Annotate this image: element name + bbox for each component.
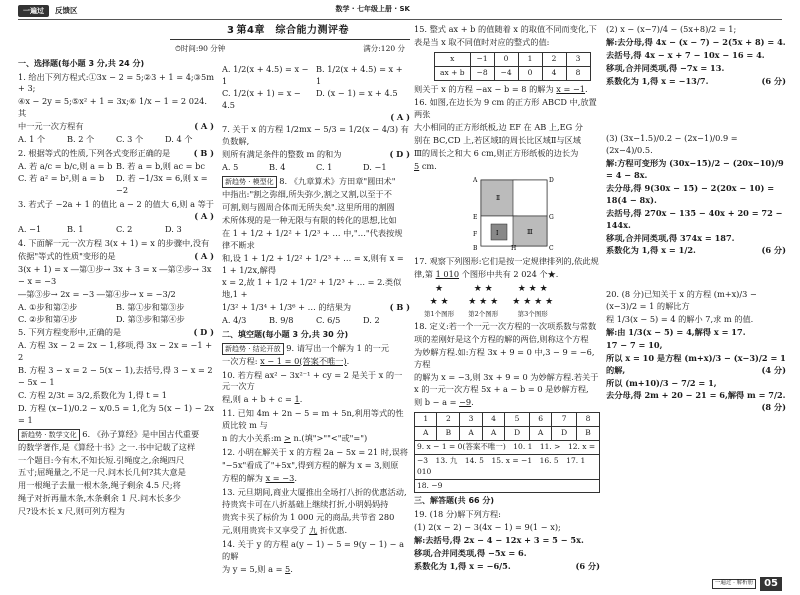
section-title-choice: 一、选择题(每小题 3 分,共 24 分) <box>18 59 145 68</box>
q13-line: 持贵宾卡可在八折基础上继续打折,小明妈妈持 <box>222 499 389 510</box>
q16-line: 16. 如图,在边长为 9 cm 的正方形 ABCD 中,放置两张 <box>414 97 597 120</box>
q15-line <box>414 84 600 96</box>
q9-end: . <box>346 355 350 366</box>
solution-text: 解:由 1/3(x − 5) = 4,解得 x = 17. <box>606 327 746 338</box>
solution-line: 移项,合并同类项,得 −7x = 13. <box>606 62 725 73</box>
solution-text: 去分母,得 2m + 20 − 21 = 6,解得 m = 7/2. <box>606 390 786 401</box>
test-meta <box>175 44 405 55</box>
region-one <box>491 224 507 240</box>
q17-figures <box>424 283 600 319</box>
solution-text: 系数化为 1,得 x = −13/7. <box>606 75 709 86</box>
table-cell: A <box>529 427 551 441</box>
score-mark: (6 分) <box>761 75 786 86</box>
q5-line <box>18 327 214 339</box>
figure-caption: 第3个图形 <box>517 309 548 318</box>
section-title-solve: 三、解答题(共 66 分) <box>414 496 495 506</box>
q9-line <box>222 343 410 355</box>
q2-line <box>18 148 214 160</box>
q10-end: . <box>299 394 303 405</box>
score-mark: (6 分) <box>761 245 786 256</box>
q13-text: 元,则用贵宾卡又享受了 <box>222 525 307 536</box>
star-icon: ★ ★ ★ ★ ★ <box>468 284 499 308</box>
table-cell: D <box>552 427 577 441</box>
q16-line: Ⅲ的周长之和大 6 cm,则正方形纸板的边长为 <box>414 147 579 158</box>
section-tag: 反馈区 <box>55 5 78 15</box>
table-cell: A <box>482 427 504 441</box>
solution-line: 解:去括号,得 2x − 4 − 12x + 3 = 5 − 5x. <box>414 534 584 545</box>
column-2 <box>222 64 410 575</box>
q10-line: 10. 若方程 ax² − 3x²⁻¹ + cy = 2 是关于 x 的一元一次方 <box>222 369 403 392</box>
q6-line: 用一根绳子去量一根木条,绳子剩余 4.5 尺;将 <box>18 480 181 491</box>
option: B. 方程 3 − x = 2 − 5(x − 1),去括号,得 3 − x = 2 − 5x − 1 <box>18 365 213 387</box>
option: C. ②步和第④步 <box>18 313 78 324</box>
test-name: 第4章 综合能力测评卷 <box>236 25 350 36</box>
solution-line: 移项,合并同类项,得 −5x = 6. <box>414 547 527 558</box>
question-3 <box>18 199 214 237</box>
q8-text: 1/3² + 1/3⁴ + 1/3⁶ + … 的结果为 <box>222 302 352 313</box>
table-cell: −8 <box>470 66 494 80</box>
option: D. 2 <box>363 315 380 326</box>
q6-options <box>222 64 410 112</box>
q18-line: 项的差刚好是这个方程的解的两倍,则称这个方程 <box>414 333 589 344</box>
table-cell: 8 <box>576 413 599 427</box>
q8-text: 8. 《九章算术》方田章"圆田术" <box>279 176 396 187</box>
option: D. 第③步和第④步 <box>116 313 185 324</box>
solution-line: 所以 (m+10)/3 − 7/2 = 1, <box>606 377 717 388</box>
table-cell: D <box>505 427 530 441</box>
q8-line: 可割,则与圆周合体而无所失矣".这里所用的割圆 <box>222 202 395 213</box>
book-label: 数学 · 七年级上册 · SK <box>335 5 410 13</box>
option: C. 6/5 <box>316 315 341 326</box>
q9-text: 一次方程: <box>222 355 258 366</box>
table-cell: 0 <box>518 66 542 80</box>
q8-line: x = 2,故 1 + 1/2 + 1/2² + 1/2³ + … = 2.类似地,1 + <box>222 277 402 300</box>
score-mark: (8 分) <box>761 402 786 413</box>
q12-line: 12. 小明在解关于 x 的方程 2a − 5x = 21 时,误将 <box>222 446 408 457</box>
table-row <box>415 440 600 454</box>
solution-text: 所以 x = 10 是方程 (m+x)/3 − (x−3)/2 = 1 的解, <box>606 352 786 375</box>
full-score: 满分:120 分 <box>363 44 405 53</box>
table-row <box>415 427 600 441</box>
q17-line: 17. 观察下列图形:它们是按一定规律排列的,依此规 <box>414 255 599 266</box>
q6-line: 尺?设木长 x 尺,则可列方程为 <box>18 506 125 517</box>
q16-figure <box>469 174 579 250</box>
q12-end: . <box>294 472 297 483</box>
question-13 <box>222 487 410 538</box>
q15-table <box>434 52 591 81</box>
test-number: 3 <box>226 25 234 36</box>
q14-line: 14. 关于 y 的方程 a(y − 1) − 5 = 9(y − 1) − a 的解 <box>222 539 404 562</box>
question-4 <box>18 238 214 325</box>
option: A. 若 a/c = b/c,则 a = b <box>18 160 113 171</box>
q19-part-2: (2) x − (x−7)/4 − (5x+8)/2 = 1; <box>606 24 737 34</box>
option: C. 2 <box>116 224 133 235</box>
q11-line: 11. 已知 4m + 2n − 5 = m + 5n,利用等式的性质比较 m 与 <box>222 408 404 431</box>
q1-options <box>18 134 214 146</box>
question-18 <box>414 321 600 409</box>
table-cell: B <box>437 427 460 441</box>
solution-line: 解:方程可变形为 (30x−15)/2 − (20x−10)/9 = 4 − 8x. <box>606 158 784 181</box>
table-cell: A <box>415 427 437 441</box>
q8-line: 在 1 + 1/2 + 1/2² + 1/2³ + … 中,"…"代表按规律不断求 <box>222 227 403 250</box>
q4-answer: ( A ) <box>194 251 214 262</box>
table-cell: 2 <box>542 52 566 66</box>
option: D. −1 <box>363 162 387 173</box>
q6-line: 五寸;屈绳量之,不足一尺.问木长几何?其大意是 <box>18 467 186 478</box>
option: A. 1 个 <box>18 134 46 145</box>
q13-line: 贵宾卡买了标价为 1 000 元的商品,共节省 280 <box>222 512 395 523</box>
question-12 <box>222 447 410 485</box>
option: D. 若 −1/3x = 6,则 x = −2 <box>116 172 208 195</box>
q18-end: . <box>471 397 474 408</box>
q14-text: 为 y = 5,则 a = <box>222 563 283 574</box>
solution-line: 去分母,得 9(30x − 15) − 2(20x − 10) = 18(4 − 8x). <box>606 183 775 205</box>
spacer <box>606 89 786 133</box>
solution-line: 解:去分母,得 4x − (x − 7) − 2(5x + 8) = 4. <box>606 36 786 47</box>
q12-line <box>222 473 410 485</box>
label-c: C <box>549 244 554 250</box>
question-16 <box>414 97 600 253</box>
option: A. 方程 3x − 2 = 2x − 1,移项,得 3x − 2x = −1 + 2 <box>18 340 213 363</box>
table-cell: 1 <box>518 52 542 66</box>
star-figure-3 <box>512 283 553 319</box>
trend-tag: 新趋势 · 数学文化 <box>18 429 80 441</box>
q16-line: 别在 BC,CD 上,若区域Ⅰ的周长比区域Ⅱ与区域 <box>414 135 581 146</box>
q1-answer: ( A ) <box>194 121 214 132</box>
q16-end: cm. <box>421 160 437 171</box>
q15-end: . <box>585 83 588 94</box>
question-19 <box>414 509 600 572</box>
q1-line: ④x − 2y = 5;⑤x² + 1 = 3x;⑥ 1/x − 1 = 2 024. 其 <box>18 96 207 119</box>
option: C. 3 个 <box>116 134 144 145</box>
table-cell: 2 <box>437 413 460 427</box>
table-cell: 5 <box>505 413 530 427</box>
option: D. 3 <box>165 224 182 235</box>
option: B. 1 <box>67 224 84 235</box>
q20-line: 20. (8 分)已知关于 x 的方程 (m+x)/3 − (x−3)/2 = 1 的解比方 <box>606 289 757 312</box>
option: A. 1/2(x + 4.5) = x − 1 <box>222 64 309 86</box>
option: B. 第①步和第③步 <box>116 301 185 312</box>
table-cell: 4 <box>482 413 504 427</box>
table-cell: A <box>460 427 482 441</box>
label-region-two: Ⅱ <box>496 194 501 202</box>
option: C. 若 a² = b²,则 a = b <box>18 172 105 183</box>
q14-line <box>222 564 410 575</box>
option: A. ①步和第②步 <box>18 301 78 312</box>
score-mark: (4 分) <box>761 364 786 375</box>
trend-tag: 新趋势 · 结论开放 <box>222 343 284 355</box>
q6-text: 6. 《孙子算经》是中国古代重要 <box>82 428 200 439</box>
page-footer <box>712 577 782 592</box>
answer-line: 18. −9 <box>415 479 600 493</box>
header-brand <box>18 4 78 18</box>
q9-text: 9. 请写出一个解为 1 的一元 <box>286 342 390 353</box>
q12-text: 方程的解为 <box>222 472 263 483</box>
label-g: G <box>549 213 554 221</box>
q19-part-3: (3) (3x−1.5)/0.2 − (2x−1)/0.9 = (2x−4)/0.5. <box>606 133 738 156</box>
table-cell: 8 <box>566 66 590 80</box>
q10-answer: 1 <box>294 394 300 405</box>
q18-line: x 的一元一次方程 5x + a − b = 0 是妙解方程, <box>414 384 589 395</box>
q7-answer: ( D ) <box>389 149 410 160</box>
column-3 <box>414 24 600 575</box>
answer-line: −3 13. 九 14. 5 15. x = −1 16. 5 17. 1 010 <box>415 454 600 479</box>
solution-line: 17 − 7 = 10, <box>606 339 663 350</box>
q7-options <box>222 162 410 174</box>
q11-end: n.(填">""<"或"=") <box>293 433 368 444</box>
table-cell: ax + b <box>435 66 471 80</box>
q8-options <box>222 315 410 327</box>
option: A. 4/3 <box>222 315 247 326</box>
solution-line: 移项,合并同类项,得 374x = 187. <box>606 232 735 243</box>
score-mark: (6 分) <box>575 560 600 571</box>
q17-end: 个图形中共有 2 024 个★. <box>461 268 559 279</box>
q11-answer: > <box>283 433 291 444</box>
q14-answer: 5 <box>285 563 291 574</box>
solution-line <box>606 76 786 88</box>
square-board-right <box>513 180 547 216</box>
q2-text: 2. 根据等式的性质,下列各式变形正确的是 <box>18 147 171 158</box>
header-divider <box>18 19 782 20</box>
table-row <box>435 66 591 80</box>
q6-line: 绳子对折再量木条,木条剩余 1 尺.问木长多少 <box>18 493 181 504</box>
q4-text: 依据"等式的性质"变形的是 <box>18 251 116 262</box>
q11-text: n 的大小关系:m <box>222 433 282 444</box>
q10-text: 程,则 a + b + c = <box>222 394 292 405</box>
q11-line <box>222 433 410 445</box>
q4-step: 3(x + 1) = x ―第①步→ 3x + 3 = x ―第②步→ 3x − x = −3 <box>18 263 212 286</box>
solution-line <box>606 390 786 413</box>
table-row <box>415 413 600 427</box>
label-region-three: Ⅲ <box>527 228 533 236</box>
q7-line <box>222 149 410 161</box>
question-15 <box>414 24 600 95</box>
question-2 <box>18 148 214 197</box>
table-cell: −4 <box>494 66 518 80</box>
q5-answer: ( D ) <box>193 327 214 338</box>
q15-text: 则关于 x 的方程 −ax − b = 8 的解为 <box>414 83 554 94</box>
option: B. 2 个 <box>67 134 95 145</box>
table-row <box>435 52 591 66</box>
solution-line: 去括号,得 4x − x + 7 − 10x − 16 = 4. <box>606 49 765 60</box>
q1-line <box>18 121 214 133</box>
q8-line: 和,设 1 + 1/2 + 1/2² + 1/2³ + … = x,则有 x = 1 + 1/2x,解得 <box>222 252 404 275</box>
table-cell: 3 <box>566 52 590 66</box>
q8-line <box>222 302 410 314</box>
page-number: 05 <box>760 577 782 592</box>
brand-logo: 一遍过 <box>18 5 49 17</box>
q6-line: 的数学著作,是《算经十书》之一.书中记载了这样 <box>18 441 196 452</box>
q8-line: 中指出:"割之弥细,所失弥少,割之又割,以至于不 <box>222 189 392 200</box>
label-a: A <box>473 176 478 184</box>
q4-line <box>18 251 214 263</box>
q18-answer: −9 <box>459 397 472 408</box>
q3-text: 3. 若式子 −2a + 1 的值比 a − 2 的值大 6,则 a 等于 <box>18 198 214 209</box>
question-1 <box>18 72 214 146</box>
question-6 <box>18 429 214 518</box>
q5-text: 5. 下列方程变形中,正确的是 <box>18 327 122 338</box>
q16-answer: 5 <box>414 160 420 171</box>
q19-text: 19. (18 分)解下列方程: <box>414 509 501 520</box>
q9-answer: x − 1 = 0(答案不唯一) <box>260 355 347 366</box>
question-10 <box>222 370 410 407</box>
trend-tag: 新趋势 · 模型化 <box>222 176 277 188</box>
solution-line <box>606 245 786 257</box>
answer-grid <box>414 412 600 493</box>
table-cell: 4 <box>542 66 566 80</box>
q13-line <box>222 525 410 537</box>
option: B. 9/8 <box>269 315 294 326</box>
option: B. 1/2(x + 4.5) = x + 1 <box>316 64 403 86</box>
q17-answer: 1 010 <box>435 268 460 279</box>
q8-line: 术所体现的是一种无限与有限的转化的思想,比如 <box>222 214 397 225</box>
q6-line: 一个题目:今有木,不知长短.引绳度之,余绳四尺 <box>18 454 185 465</box>
solution-line <box>414 561 600 573</box>
q18-line <box>414 397 600 409</box>
q14-end: . <box>290 563 293 574</box>
q16-line <box>414 161 600 173</box>
solution-line <box>606 327 786 339</box>
question-11 <box>222 408 410 445</box>
q16-line: 大小相同的正方形纸板,边 EF 在 AB 上,EG 分 <box>414 122 583 133</box>
table-cell: −1 <box>470 52 494 66</box>
label-h: H <box>511 244 517 250</box>
solution-text: 系数化为 1,得 x = 1/2. <box>606 245 696 256</box>
q18-text: 则 b − a = <box>414 397 457 408</box>
q12-line: "−5x"看成了"+5x",得到方程的解为 x = 3,则原 <box>222 459 399 470</box>
footer-tag: 一遍过 · 解析册 <box>712 579 756 589</box>
q10-line <box>222 394 410 406</box>
question-7 <box>222 124 410 174</box>
q8-line <box>222 176 410 188</box>
option: C. 1/2(x + 1) = x − 4.5 <box>222 87 301 110</box>
question-8 <box>222 176 410 327</box>
label-f: F <box>473 230 478 238</box>
question-20 <box>606 289 786 413</box>
option: B. 4 <box>269 162 286 173</box>
star-icon: ★ ★ ★ ★ ★ ★ ★ <box>512 284 554 308</box>
q7-line: 7. 关于 x 的方程 1/2mx − 5/3 = 1/2(x − 4/3) 有负数解, <box>222 124 409 147</box>
q1-text: 中一元一次方程有 <box>18 121 84 132</box>
q6-answer: ( A ) <box>390 111 410 122</box>
star-figure-2 <box>468 283 498 319</box>
table-cell: 6 <box>529 413 551 427</box>
answer-line: 9. x − 1 = 0(答案不唯一) 10. 1 11. > 12. x = <box>415 440 600 454</box>
label-region-one: Ⅰ <box>496 229 499 237</box>
q13-line: 13. 元旦期间,商业大厦推出全场打八折的优惠活动, <box>222 486 407 497</box>
q17-line <box>414 269 600 281</box>
question-19-part-3 <box>606 133 786 257</box>
test-title <box>158 24 418 39</box>
solution-text: 系数化为 1,得 x = −6/5. <box>414 560 511 571</box>
column-1 <box>18 24 214 575</box>
q1-line: 1. 给出下列方程式:①3x − 2 = 5;②3 + 1 = 4;③5m + 3; <box>18 71 214 94</box>
question-17 <box>414 256 600 319</box>
q3-answer: ( A ) <box>194 211 214 222</box>
table-row <box>415 454 600 479</box>
q18-line: 的解为 x = −3,则 3x + 9 = 0 为妙解方程.若关于 <box>414 371 599 382</box>
option: C. 1 <box>316 162 333 173</box>
q19-part-1: (1) 2(x − 2) − 3(4x − 1) = 9(1 − x); <box>414 521 561 532</box>
title-underline <box>170 39 410 40</box>
label-d: D <box>549 176 554 184</box>
star-icon: ★ ★ ★ <box>429 284 449 308</box>
figure-caption: 第1个图形 <box>424 309 455 318</box>
question-9 <box>222 343 410 368</box>
question-5 <box>18 327 214 426</box>
column-4 <box>606 24 786 575</box>
section-title-fill: 二、填空题(每小题 3 分,共 30 分) <box>222 329 349 339</box>
q15-answer: x = −1 <box>556 83 586 94</box>
solution-line <box>606 353 786 377</box>
solution-line: 去括号,得 270x − 135 − 40x + 20 = 72 − 144x. <box>606 207 783 230</box>
option: A. −1 <box>18 224 42 235</box>
q4-options <box>18 302 214 326</box>
table-cell: x <box>435 52 471 66</box>
table-cell: B <box>576 427 599 441</box>
figure-caption: 第2个图形 <box>468 309 499 318</box>
table-row <box>415 479 600 493</box>
option: C. 方程 2/3t = 3/2,系数化为 1,得 t = 1 <box>18 389 167 400</box>
q18-line: 18. 定义:若一个一元一次方程的一次项系数与常数 <box>414 320 597 331</box>
label-b: B <box>473 244 478 250</box>
option: A. 5 <box>222 162 239 173</box>
q17-text: 律,第 <box>414 268 433 279</box>
spacer <box>606 259 786 289</box>
q20-line: 程 1/3(x − 5) = 4 的解小 7,求 m 的值. <box>606 314 754 325</box>
option: B. 若 a = b,则 ac = bc <box>116 160 205 171</box>
option: D. (x − 1) = x + 4.5 <box>316 87 398 98</box>
table-cell: 1 <box>415 413 437 427</box>
q15-line: 15. 整式 ax + b 的值随着 x 的取值不同而变化,下 <box>414 24 597 34</box>
q12-answer: x = −3 <box>265 472 295 483</box>
question-14 <box>222 539 410 575</box>
q18-line: 为妙解方程.如:方程 3x + 9 = 0 中,3 − 9 = −6,方程 <box>414 346 595 369</box>
q2-answer: ( B ) <box>193 147 214 158</box>
q9-line <box>222 356 410 368</box>
q4-step: ―第③步→ 2x = −3 ―第④步→ x = −3/2 <box>18 288 176 299</box>
time-limit: ⏱时间:90 分钟 <box>175 44 226 53</box>
option: D. 4 个 <box>165 134 193 145</box>
option: D. 方程 (x−1)/0.2 − x/0.5 = 1,化为 5(x − 1) − 2x = 1 <box>18 402 214 425</box>
table-cell: 0 <box>494 52 518 66</box>
q8-answer: ( B ) <box>389 302 410 313</box>
q13-end: 折优惠. <box>319 525 348 536</box>
q7-text: 则所有满足条件的整数 m 的和为 <box>222 149 342 160</box>
q4-line: 4. 下面解一元一次方程 3(x + 1) = x 的步骤中,没有 <box>18 238 210 249</box>
q15-line: 表是当 x 取不同值时对应的整式的值: <box>414 36 550 47</box>
label-e: E <box>473 213 478 221</box>
q3-options <box>18 224 214 236</box>
q6-line <box>18 429 214 441</box>
q2-options <box>18 161 214 197</box>
q13-answer: 九 <box>309 525 318 536</box>
table-cell: 7 <box>552 413 577 427</box>
table-cell: 3 <box>460 413 482 427</box>
star-figure-1 <box>424 283 454 319</box>
question-19-part-2 <box>606 24 786 87</box>
